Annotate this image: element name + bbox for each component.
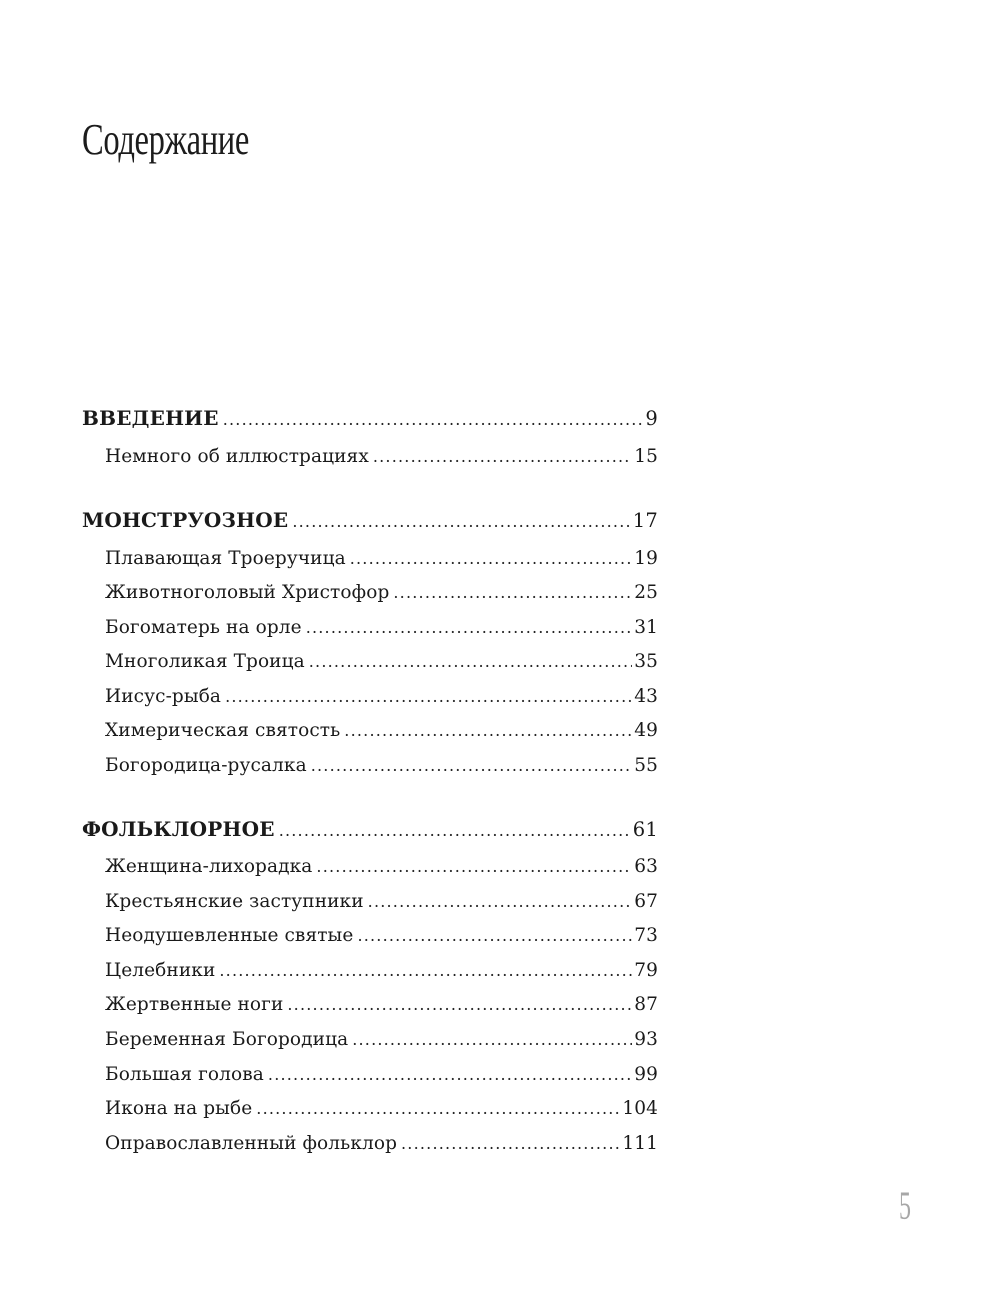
toc-entry[interactable] (105, 683, 658, 711)
dot-leader (292, 508, 630, 536)
toc-page-number: 67 (634, 891, 658, 912)
dot-leader (306, 614, 633, 642)
toc-entry-title: Большая голова (105, 1064, 264, 1085)
dot-leader (352, 1026, 632, 1054)
toc-page-number: 63 (634, 856, 658, 877)
toc-entry-title: Женщина-лихорадка (105, 856, 313, 877)
toc-entry-title: Животноголовый Христофор (105, 582, 390, 603)
toc-page-number: 61 (632, 818, 658, 841)
toc-entry[interactable] (105, 888, 658, 916)
toc-page-number: 15 (634, 446, 658, 467)
dot-leader (373, 443, 632, 471)
toc-entry-title: Немного об иллюстрациях (105, 446, 369, 467)
dot-leader (219, 957, 632, 985)
toc-entry-title: Химерическая святость (105, 720, 341, 741)
toc-section-title: МОНСТРУОЗНОЕ (82, 508, 289, 532)
dot-leader (357, 922, 632, 950)
dot-leader (223, 406, 644, 434)
toc-page-number: 87 (634, 994, 658, 1015)
toc-section-title: ВВЕДЕНИЕ (82, 406, 219, 430)
toc-entry-title: Целебники (105, 960, 216, 981)
toc-page-number: 93 (634, 1029, 658, 1050)
toc-section-folklore[interactable] (82, 815, 658, 843)
toc-section-introduction[interactable] (82, 404, 658, 432)
toc-entry[interactable] (105, 579, 658, 607)
toc-entry[interactable] (105, 752, 658, 780)
page-title: Содержание (82, 115, 249, 164)
toc-entry-title: Многоликая Троица (105, 651, 305, 672)
toc-entry[interactable] (105, 853, 658, 881)
dot-leader (268, 1061, 632, 1089)
dot-leader (256, 1095, 620, 1123)
dot-leader (344, 717, 632, 745)
toc-entry-title: Иисус-рыба (105, 686, 222, 707)
dot-leader (309, 648, 633, 676)
toc-entry-title: Беременная Богородица (105, 1029, 349, 1050)
toc-entry[interactable] (105, 922, 658, 950)
toc-entry[interactable] (105, 545, 658, 573)
toc-entry[interactable] (105, 957, 658, 985)
toc-entry[interactable] (105, 1026, 658, 1054)
toc-entry-title: Богоматерь на орле (105, 617, 302, 638)
dot-leader (401, 1130, 620, 1158)
toc-page-number: 73 (634, 925, 658, 946)
toc-entry[interactable] (105, 991, 658, 1019)
toc-entry[interactable] (105, 717, 658, 745)
dot-leader (287, 991, 632, 1019)
toc-page-number: 19 (634, 548, 658, 569)
dot-leader (279, 817, 631, 845)
dot-leader (316, 853, 632, 881)
toc-page-number: 9 (645, 407, 658, 430)
toc-section-title: ФОЛЬКЛОРНОЕ (82, 817, 275, 841)
toc-entry[interactable] (105, 1061, 658, 1089)
toc-page-number: 35 (634, 651, 658, 672)
toc-page-number: 111 (622, 1133, 658, 1154)
toc-page-number: 17 (632, 509, 658, 532)
page-number: 5 (899, 1183, 911, 1228)
toc-section-monstrous[interactable] (82, 506, 658, 534)
toc-page-number: 104 (622, 1098, 658, 1119)
toc-entry-title: Икона на рыбе (105, 1098, 253, 1119)
dot-leader (225, 683, 632, 711)
dot-leader (393, 579, 632, 607)
toc-entry-title: Плавающая Троеручица (105, 548, 346, 569)
toc-page-number: 79 (634, 960, 658, 981)
toc-page-number: 55 (634, 755, 658, 776)
toc-page-number: 49 (634, 720, 658, 741)
toc-page-number: 99 (634, 1064, 658, 1085)
toc-entry-title: Жертвенные ноги (105, 994, 284, 1015)
toc-page-number: 31 (634, 617, 658, 638)
toc-entry[interactable] (105, 1095, 658, 1123)
toc-entry-title: Оправославленный фольклор (105, 1133, 398, 1154)
toc-entry-title: Крестьянские заступники (105, 891, 364, 912)
dot-leader (311, 752, 633, 780)
toc-entry-title: Богородица-русалка (105, 755, 307, 776)
toc-page-number: 43 (634, 686, 658, 707)
toc-entry[interactable] (105, 614, 658, 642)
dot-leader (368, 888, 633, 916)
toc-entry[interactable] (105, 443, 658, 471)
dot-leader (350, 545, 633, 573)
toc-entry[interactable] (105, 648, 658, 676)
toc-entry-title: Неодушевленные святые (105, 925, 354, 946)
toc-page-number: 25 (634, 582, 658, 603)
toc-entry[interactable] (105, 1130, 658, 1158)
